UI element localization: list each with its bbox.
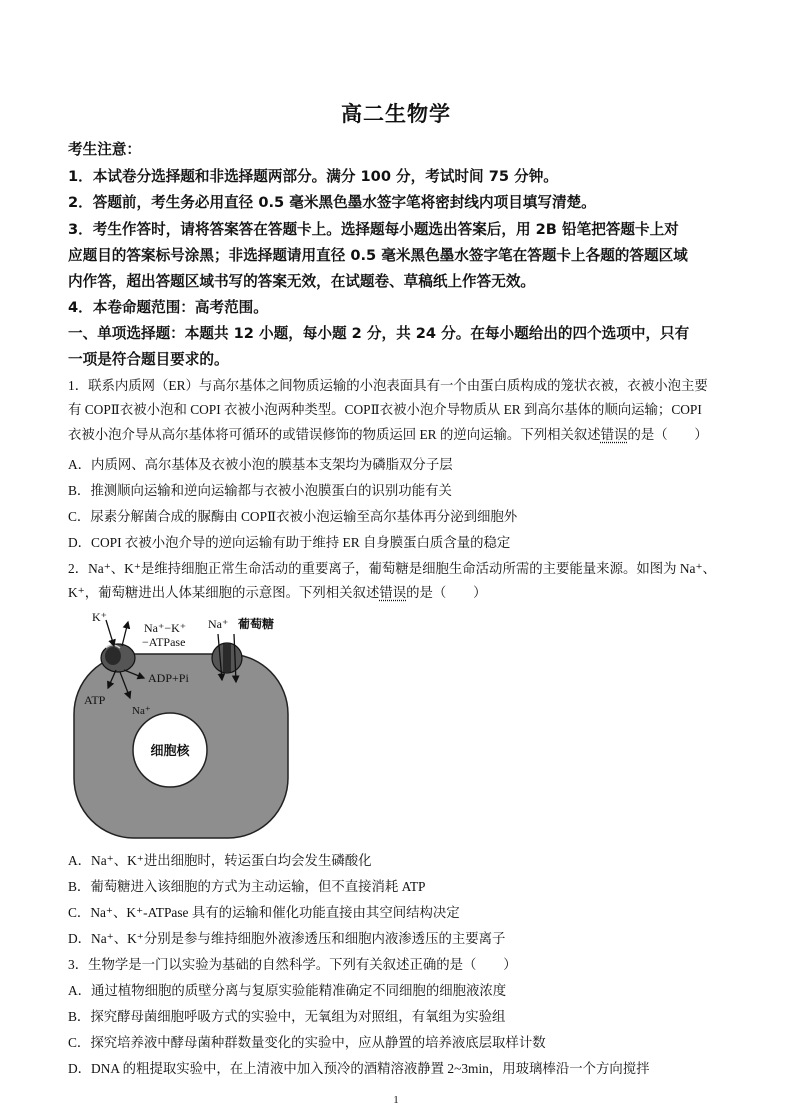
notice-item-3-cont: 应题目的答案标号涂黑；非选择题请用直径 0.5 毫米黑色墨水签字笔在答题卡上各题的答题区域 xyxy=(68,247,688,264)
q1-stem-3 xyxy=(68,424,708,443)
cell-diagram xyxy=(66,606,296,842)
notice-item-2: 2．答题前，考生务必用直径 0.5 毫米黑色墨水签字笔将密封线内项目填写清楚。 xyxy=(68,194,596,211)
q1-option-a: A．内质网、高尔基体及衣被小泡的膜基本支架均为磷脂双分子层 xyxy=(68,457,453,472)
q2-stem-2 xyxy=(68,582,486,601)
q1-stem-3-pre: 衣被小泡介导从高尔基体将可循环的或错误修饰的物质运回 ER 的逆向运输。下列相关叙述 xyxy=(68,427,601,442)
q1-stem-2: 有 COPⅡ衣被小泡和 COPI 衣被小泡两种类型。COPⅡ衣被小泡介导物质从 ER 到高尔基体的顺向运输；COPI xyxy=(68,402,702,417)
page-title: 高二生物学 xyxy=(341,101,451,126)
q1-stem-3-post: 的是（ ） xyxy=(627,427,708,442)
notice-heading: 考生注意： xyxy=(68,141,141,158)
pump-label-1: Na⁺−K⁺ xyxy=(144,621,187,635)
q1-stem-1: 1．联系内质网（ER）与高尔基体之间物质运输的小泡表面具有一个由蛋白质构成的笼状衣被，衣被小泡主要 xyxy=(68,378,708,393)
page-number: 1 xyxy=(393,1094,399,1106)
q3-option-c: C．探究培养液中酵母菌种群数量变化的实验中，应从静置的培养液底层取样计数 xyxy=(68,1035,546,1050)
notice-item-3-cont2: 内作答，超出答题区域书写的答案无效，在试题卷、草稿纸上作答无效。 xyxy=(68,273,536,290)
q1-option-b: B．推测顺向运输和逆向运输都与衣被小泡膜蛋白的识别功能有关 xyxy=(68,483,452,498)
notice-item-1: 1．本试卷分选择题和非选择题两部分。满分 100 分，考试时间 75 分钟。 xyxy=(68,168,558,185)
nucleus-label: 细胞核 xyxy=(150,744,190,759)
notice-item-4: 4．本卷命题范围：高考范围。 xyxy=(68,299,268,316)
k-in-arrow xyxy=(106,620,114,646)
section-heading: 一、单项选择题：本题共 12 小题，每小题 2 分，共 24 分。在每小题给出的四个选项中，只有 xyxy=(68,325,690,342)
q2-option-c: C．Na⁺、K⁺-ATPase 具有的运输和催化功能直接由其空间结构决定 xyxy=(68,905,460,920)
q2-option-d: D．Na⁺、K⁺分别是参与维持细胞外液渗透压和细胞内液渗透压的主要离子 xyxy=(68,931,506,946)
pump-label-2: −ATPase xyxy=(142,635,186,649)
q3-option-d: D．DNA 的粗提取实验中，在上清液中加入预冷的酒精溶液静置 2~3min，用玻璃棒沿一个方向搅拌 xyxy=(68,1061,650,1076)
section-heading-cont: 一项是符合题目要求的。 xyxy=(68,351,229,368)
q2-option-a: A．Na⁺、K⁺进出细胞时，转运蛋白均会发生磷酸化 xyxy=(68,853,372,868)
q2-option-b: B．葡萄糖进入该细胞的方式为主动运输，但不直接消耗 ATP xyxy=(68,879,426,894)
k-label: K⁺ xyxy=(92,610,107,624)
q1-option-d: D．COPI 衣被小泡介导的逆向运输有助于维持 ER 自身膜蛋白质含量的稳定 xyxy=(68,535,511,550)
q2-stem-1: 2．Na⁺、K⁺是维持细胞正常生命活动的重要离子，葡萄糖是细胞生命活动所需的主要能量来源。如图为 Na⁺、 xyxy=(68,561,716,576)
q2-stem-2-pre: K⁺，葡萄糖进出人体某细胞的示意图。下列相关叙述 xyxy=(68,585,380,600)
q1-emphasis: 错误 xyxy=(600,427,628,442)
q3-stem: 3．生物学是一门以实验为基础的自然科学。下列有关叙述正确的是（ ） xyxy=(68,957,517,972)
q3-option-a: A．通过植物细胞的质壁分离与复原实验能精准确定不同细胞的细胞液浓度 xyxy=(68,983,507,998)
na-out-arrow xyxy=(122,622,128,646)
atp-label: ATP xyxy=(84,693,106,707)
na-top-label: Na⁺ xyxy=(208,617,229,631)
adp-label: ADP+Pi xyxy=(148,671,189,685)
q1-option-c: C．尿素分解菌合成的脲酶由 COPⅡ衣被小泡运输至高尔基体再分泌到细胞外 xyxy=(68,509,518,524)
glucose-transporter xyxy=(212,643,242,673)
q2-stem-2-post: 的是（ ） xyxy=(406,585,487,600)
glucose-label: 葡萄糖 xyxy=(238,617,275,631)
notice-item-3: 3．考生作答时，请将答案答在答题卡上。选择题每小题选出答案后，用 2B 铅笔把答题卡上对 xyxy=(68,221,679,238)
q2-emphasis: 错误 xyxy=(379,585,407,600)
na-k-atpase-pump xyxy=(101,644,135,672)
q3-option-b: B．探究酵母菌细胞呼吸方式的实验中，无氧组为对照组，有氧组为实验组 xyxy=(68,1009,506,1024)
na-inside-label: Na⁺ xyxy=(132,705,151,717)
